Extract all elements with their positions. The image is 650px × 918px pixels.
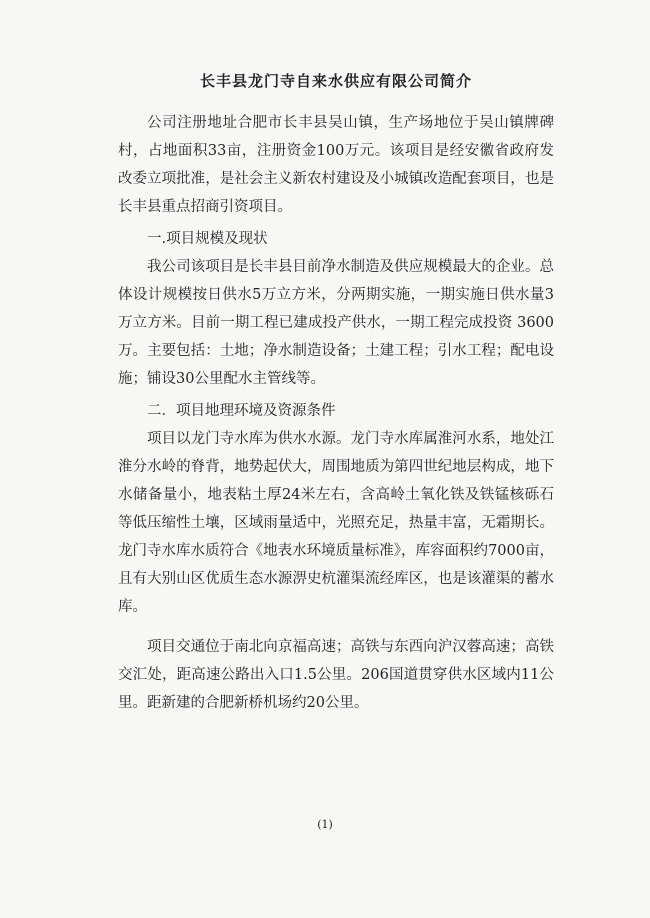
page-number: (1) bbox=[317, 818, 333, 831]
section-heading-scale: 一.项目规模及现状 bbox=[147, 231, 268, 247]
intro-paragraph: 公司注册地址合肥市长丰县吴山镇，生产场地位于吴山镇牌碑村，占地面积33亩，注册资金100万元。该项目是经安徽省政府发改委立项批准，是社会主义新农村建设及小城镇改造配套项目，也是长丰县重点招商引资项目。 bbox=[118, 115, 554, 215]
geography-paragraph: 项目以龙门寺水库为供水水源。龙门寺水库属淮河水系，地处江淮分水岭的脊背，地势起伏大，周围地质为第四世纪地层构成，地下水储备量小，地表粘土厚24米左右，含高岭土氧化铁及铁锰核砾石等低压缩性土壤，区域雨量适中，光照充足，热量丰富，无霜期长。龙门寺水库水质符合《地表水环境质量标准》，库容面积约7000亩，且有大别山区优质生态水源淠史杭灌渠流经库区，也是该灌渠的蓄水库。 bbox=[118, 431, 554, 615]
document-title: 长丰县龙门寺自来水供应有限公司简介 bbox=[199, 72, 472, 90]
section-heading-geography: 二．项目地理环境及资源条件 bbox=[147, 403, 336, 419]
transport-paragraph: 项目交通位于南北向京福高速；高铁与东西向沪汉蓉高速；高铁交汇处，距高速公路出入口1.5公里。206国道贯穿供水区域内11公里。距新建的合肥新桥机场约20公里。 bbox=[118, 639, 554, 711]
scale-paragraph: 我公司该项目是长丰县目前净水制造及供应规模最大的企业。总体设计规模按日供水5万立方米，分两期实施，一期实施日供水量3万立方米。目前一期工程已建成投产供水，一期工程完成投资 3600万。主要包括：土地；净水制造设备；土建工程；引水工程；配电设施；铺设30公里配水主管线等。 bbox=[118, 259, 554, 387]
